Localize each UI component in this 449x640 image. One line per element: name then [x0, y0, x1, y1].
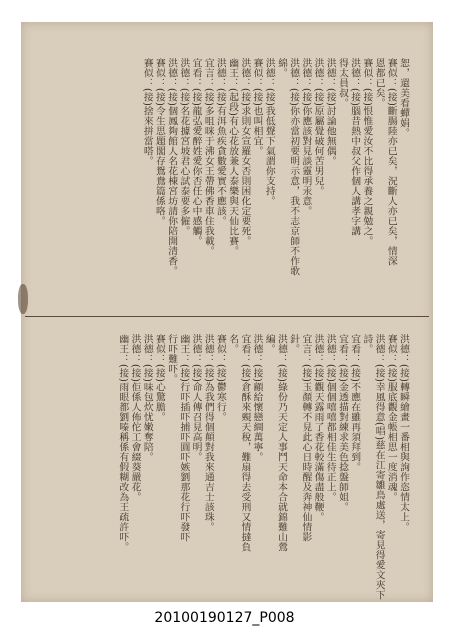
upper-script-line: 賽似：(接)捨來拼當嗒。 [141, 58, 153, 167]
lower-script-line: 洪德：(接)幸風得意(唱)慈在江寄雛鳥處送，寄見得愛文夾下 [373, 334, 385, 601]
upper-script-line: 宜言：(接)多咀咪于沸女王帶佛香車住我載。 [202, 58, 214, 257]
upper-script-line: 幽王：(起段)有心花放兼人泰樂與天仙比賽。 [227, 58, 239, 257]
lower-script-line: 幽王：(接)行吓插吓捕吓圓吓嫉劉那花行吓發吓 [178, 334, 190, 543]
lower-script-line: 賽似：(接)心驚膽。 [153, 334, 165, 423]
lower-script-line: 洪德：(接)觀天露雨了香花較滿傷盡般鞭。 [312, 334, 324, 523]
lower-script-block [116, 334, 409, 601]
upper-script-line: 得太員叔。 [336, 58, 348, 108]
lower-script-line: 洪德：(接)佢係人佈佗工會綴葵嚴花。 [129, 334, 141, 503]
lower-script-line: 編。 [263, 334, 275, 354]
lower-script-line: 行吓難吓。 [166, 334, 178, 384]
upper-script-line: 洪德：(接)你亦當初要明示意，我不志京師不作歌 [288, 58, 300, 277]
lower-script-line: 宜言：(接)玉顏轉不見此心日時醒及奔神仙情影 [300, 334, 312, 543]
lower-script-line: 洪德：(接)顧給懷戀綢萬寧。 [251, 334, 263, 463]
upper-script-line: 洪德：(接)求則女宣羅女否則困化定要死。 [239, 58, 251, 247]
upper-script-line: 洪德：(接)原屬覺破何苦男兒。 [312, 58, 324, 197]
section-divider [25, 316, 429, 317]
lower-script-line: 幽王：(接)雨眼都劉嗪稱係有假糊改為王疏許吓。 [117, 334, 129, 553]
lower-script-line: 洪德：(接)轉瞬繪畫一番相與詢作恣情太上。 [398, 334, 409, 533]
upper-script-line: 賽似：(接)令生思題閣存鴛鴦篇係咯。 [153, 58, 165, 227]
lower-script-line: 洪德：(接)個個嘻嘻都相佳生待正上。 [324, 334, 336, 503]
lower-script-line: 詩。 [361, 334, 373, 354]
image-caption: 20100190127_P008 [154, 610, 295, 626]
upper-script-line: 恩都已矣。 [373, 58, 385, 108]
upper-script-block [141, 58, 409, 308]
upper-script-line: 洪德：(接)我低聲下氣謂你支持。 [263, 58, 275, 207]
lower-script-line: 宜看：(接)倉酥來覡天稅，難扇得去受刑又情撻負 [239, 334, 251, 553]
lower-script-line: 賽似：(接)鬱寒行。 [214, 334, 226, 423]
lower-script-line: 洪德：(接)命人傳召見高明。 [190, 334, 202, 463]
upper-script-line: 洪德：(接)你應該對見談靈明汞意。 [300, 58, 312, 217]
lower-script-line: 名。 [227, 334, 239, 354]
lower-script-line: 宜看：(接)不應在雖再須拜到。 [349, 334, 361, 473]
lower-script-line: 賽似：(接)服底觀金帳相思一度消魂。 [385, 334, 397, 503]
lower-script-line: 洪德：(接)味包炊忧嫩奪陪。 [141, 334, 153, 463]
upper-script-line: 賽似：(接)恨惟愛汝不比得承養之親勉之。 [361, 58, 373, 247]
lower-script-line: 洪德：(接)綠份乃天定人事鬥天命本合就錦難山鶯 [275, 334, 287, 553]
upper-script-line: 恕，還美看蟬娟。 [398, 58, 409, 138]
upper-script-line: 賽似：(接)也叫相宜。 [251, 58, 263, 157]
lower-script-line: 宜看：(接)金透描對練求美色捻盤師姐。 [336, 334, 348, 513]
upper-script-line: 洪德：(接)討論他無偶。 [324, 58, 336, 167]
lower-script-line: 洪德：(接)為我們得個顛對我來通吉士該珠。 [202, 334, 214, 533]
upper-script-line: 洪德：(接)有洱魚疾貪數愛實不應該。 [214, 58, 226, 227]
upper-script-line: 洪德：(接)個鳳夠館人名花棟宮坊請你陪開清香。 [166, 58, 178, 277]
upper-script-line: 洪德：(接)腦昔熱中叔父作個人講孝字講 [349, 58, 361, 237]
upper-script-line: 賽似：(接)斷腸陸亦已矣，況斷人亦已矣，情深 [385, 58, 397, 267]
upper-script-line: 綿。 [275, 58, 287, 78]
document-page [21, 22, 433, 602]
upper-script-line: 宜看：(接)龍弘愛醉姓愛你否任心中感觸。 [190, 58, 202, 247]
upper-script-line: 洪德：(接)名花據宮坡君心試泰要多僱。 [178, 58, 190, 237]
lower-script-line: 針。 [288, 334, 300, 354]
ink-stain [18, 284, 28, 314]
